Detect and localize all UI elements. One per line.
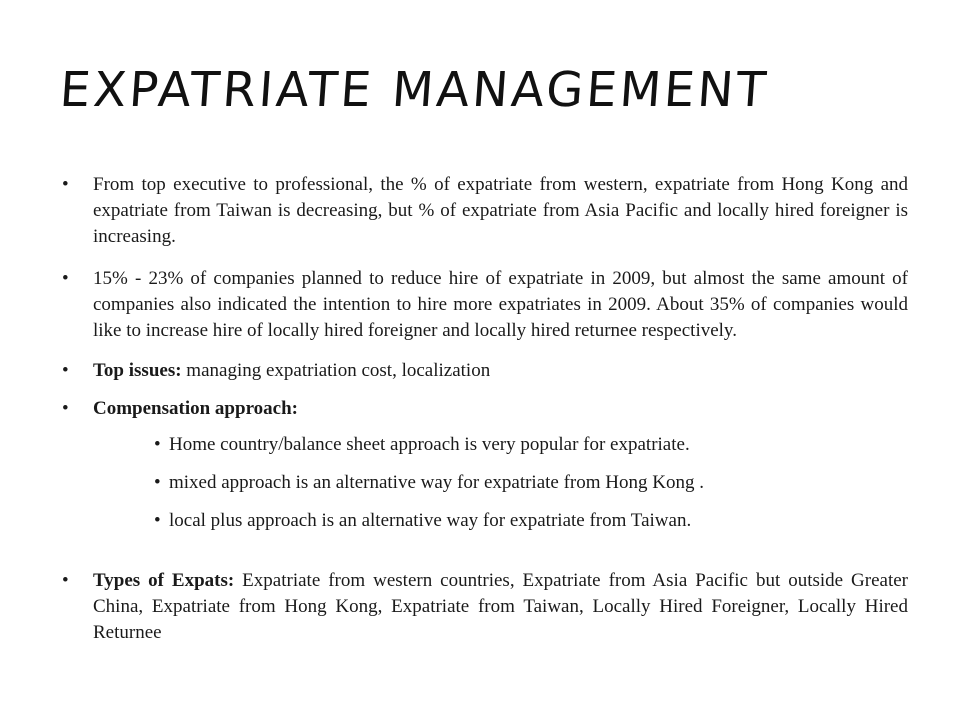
sub-bullet-item — [154, 470, 908, 496]
slide-title: EXPATRIATE MANAGEMENT — [58, 62, 771, 118]
bullet-item — [62, 396, 908, 422]
bullet-text: From top executive to professional, the % of expatriate from western, expatriate from Hong Kong and expatriate from Taiwan is decreasing, but % of expatriate from Asia Pacific and locally hired foreigner is increasing. — [93, 174, 908, 247]
bullet-text: managing expatriation cost, localization — [181, 360, 491, 381]
bullet-marker: • — [62, 570, 69, 591]
bullet-marker: • — [62, 268, 69, 289]
bullet-marker: • — [62, 174, 69, 195]
bullet-text: 15% - 23% of companies planned to reduce hire of expatriate in 2009, but almost the same amount of companies also indicated the intention to hire more expatriates in 2009. About 35% of companies would like to increase hire of locally hired foreigner and locally hired returnee respectively. — [93, 268, 908, 341]
sub-bullet-marker: • — [154, 510, 161, 531]
bullet-label-compensation-approach: Compensation approach: — [93, 398, 298, 419]
bullet-item — [62, 172, 908, 250]
bullet-marker: • — [62, 360, 69, 381]
sub-bullet-text: Home country/balance sheet approach is very popular for expatriate. — [169, 434, 690, 455]
sub-bullet-marker: • — [154, 434, 161, 455]
bullet-item — [62, 568, 908, 646]
sub-bullet-item — [154, 432, 908, 458]
bullet-label-top-issues: Top issues: — [93, 360, 182, 381]
bullet-text: Expatriate from western countries, Expatriate from Asia Pacific but outside Greater China, Expatriate from Hong Kong, Expatriate from Taiwan, Locally Hired Foreigner, Locally Hired Returnee — [93, 570, 908, 643]
sub-bullet-text: local plus approach is an alternative way for expatriate from Taiwan. — [169, 510, 692, 531]
bullet-marker: • — [62, 398, 69, 419]
bullet-list — [62, 172, 908, 646]
sub-bullet-list — [154, 432, 908, 534]
bullet-item — [62, 266, 908, 344]
bullet-label-types-of-expats: Types of Expats: — [93, 570, 235, 591]
sub-bullet-text: mixed approach is an alternative way for expatriate from Hong Kong . — [169, 472, 704, 493]
bullet-item — [62, 358, 908, 384]
sub-bullet-marker: • — [154, 472, 161, 493]
sub-bullet-item — [154, 508, 908, 534]
